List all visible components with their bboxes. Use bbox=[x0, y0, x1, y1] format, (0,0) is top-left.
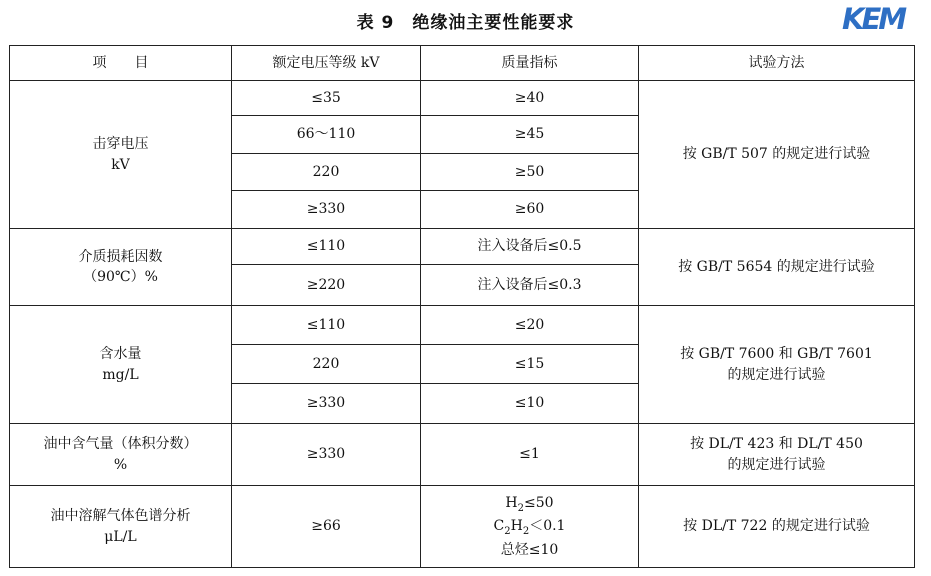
oil-performance-table bbox=[9, 45, 915, 568]
header-method: 试验方法 bbox=[639, 46, 915, 81]
method-text: 的规定进行试验 bbox=[727, 456, 826, 473]
index-cell: ≥50 bbox=[421, 154, 639, 191]
item-cell bbox=[10, 486, 232, 568]
voltage-cell: 220 bbox=[232, 345, 421, 384]
header-row bbox=[10, 46, 915, 81]
voltage-cell: ≥330 bbox=[232, 384, 421, 424]
method-cell bbox=[639, 424, 915, 486]
item-cell bbox=[10, 81, 232, 229]
item-unit: mg/L bbox=[102, 366, 139, 383]
voltage-cell: 66～110 bbox=[232, 116, 421, 154]
item-unit: % bbox=[113, 456, 128, 473]
voltage-cell: ≥330 bbox=[232, 191, 421, 229]
total-hydrocarbon-limit: 总烃≤10 bbox=[500, 541, 559, 558]
item-name: 油中溶解气体色谱分析 bbox=[50, 508, 191, 525]
c2h2-limit: $C_2H_2<0.1$ bbox=[493, 518, 566, 538]
voltage-cell: ≥330 bbox=[232, 424, 421, 486]
table-row bbox=[10, 229, 915, 265]
index-cell: ≤20 bbox=[421, 306, 639, 345]
item-name: 油中含气量（体积分数） bbox=[43, 436, 198, 453]
voltage-cell: ≥66 bbox=[232, 486, 421, 568]
voltage-cell: ≤110 bbox=[232, 306, 421, 345]
item-unit: μL/L bbox=[104, 528, 137, 545]
voltage-cell: 220 bbox=[232, 154, 421, 191]
table-row bbox=[10, 424, 915, 486]
voltage-cell: ≤35 bbox=[232, 81, 421, 116]
method-cell bbox=[639, 81, 915, 229]
method-text: 的规定进行试验 bbox=[727, 366, 826, 383]
item-name: 含水量 bbox=[99, 346, 142, 363]
item-cell bbox=[10, 424, 232, 486]
voltage-cell: ≥220 bbox=[232, 265, 421, 306]
h2-limit: $H_2\le 50$ bbox=[505, 495, 554, 514]
index-cell bbox=[421, 486, 639, 568]
item-cell bbox=[10, 229, 232, 306]
item-name: 介质损耗因数 bbox=[78, 248, 163, 265]
index-cell: ≤10 bbox=[421, 384, 639, 424]
method-text: 按 DL/T 722 的规定进行试验 bbox=[683, 518, 870, 535]
method-cell bbox=[639, 306, 915, 424]
table-row bbox=[10, 486, 915, 568]
table-row bbox=[10, 306, 915, 345]
method-text: 按 GB/T 507 的规定进行试验 bbox=[682, 146, 871, 163]
item-name: 击穿电压 bbox=[92, 136, 149, 153]
kem-logo: KEM bbox=[842, 2, 905, 36]
voltage-cell: ≤110 bbox=[232, 229, 421, 265]
item-unit: kV bbox=[111, 156, 130, 173]
header-index: 质量指标 bbox=[421, 46, 639, 81]
item-unit: （90℃）% bbox=[83, 269, 158, 285]
method-text: 按 DL/T 423 和 DL/T 450 bbox=[690, 436, 863, 453]
item-cell bbox=[10, 306, 232, 424]
index-cell: ≤1 bbox=[421, 424, 639, 486]
table-row bbox=[10, 81, 915, 116]
method-text: 按 GB/T 5654 的规定进行试验 bbox=[678, 258, 875, 275]
index-cell: 注入设备后≤0.3 bbox=[421, 265, 639, 306]
table-title: 表 9 绝缘油主要性能要求 bbox=[356, 13, 575, 33]
index-cell: ≥60 bbox=[421, 191, 639, 229]
index-cell: ≤15 bbox=[421, 345, 639, 384]
index-cell: ≥45 bbox=[421, 116, 639, 154]
header-item: 项 目 bbox=[10, 46, 232, 81]
method-cell bbox=[639, 229, 915, 306]
index-cell: ≥40 bbox=[421, 81, 639, 116]
index-cell: 注入设备后≤0.5 bbox=[421, 229, 639, 265]
header-voltage: 额定电压等级 kV bbox=[232, 46, 421, 81]
method-cell bbox=[639, 486, 915, 568]
method-text: 按 GB/T 7600 和 GB/T 7601 bbox=[680, 346, 873, 363]
